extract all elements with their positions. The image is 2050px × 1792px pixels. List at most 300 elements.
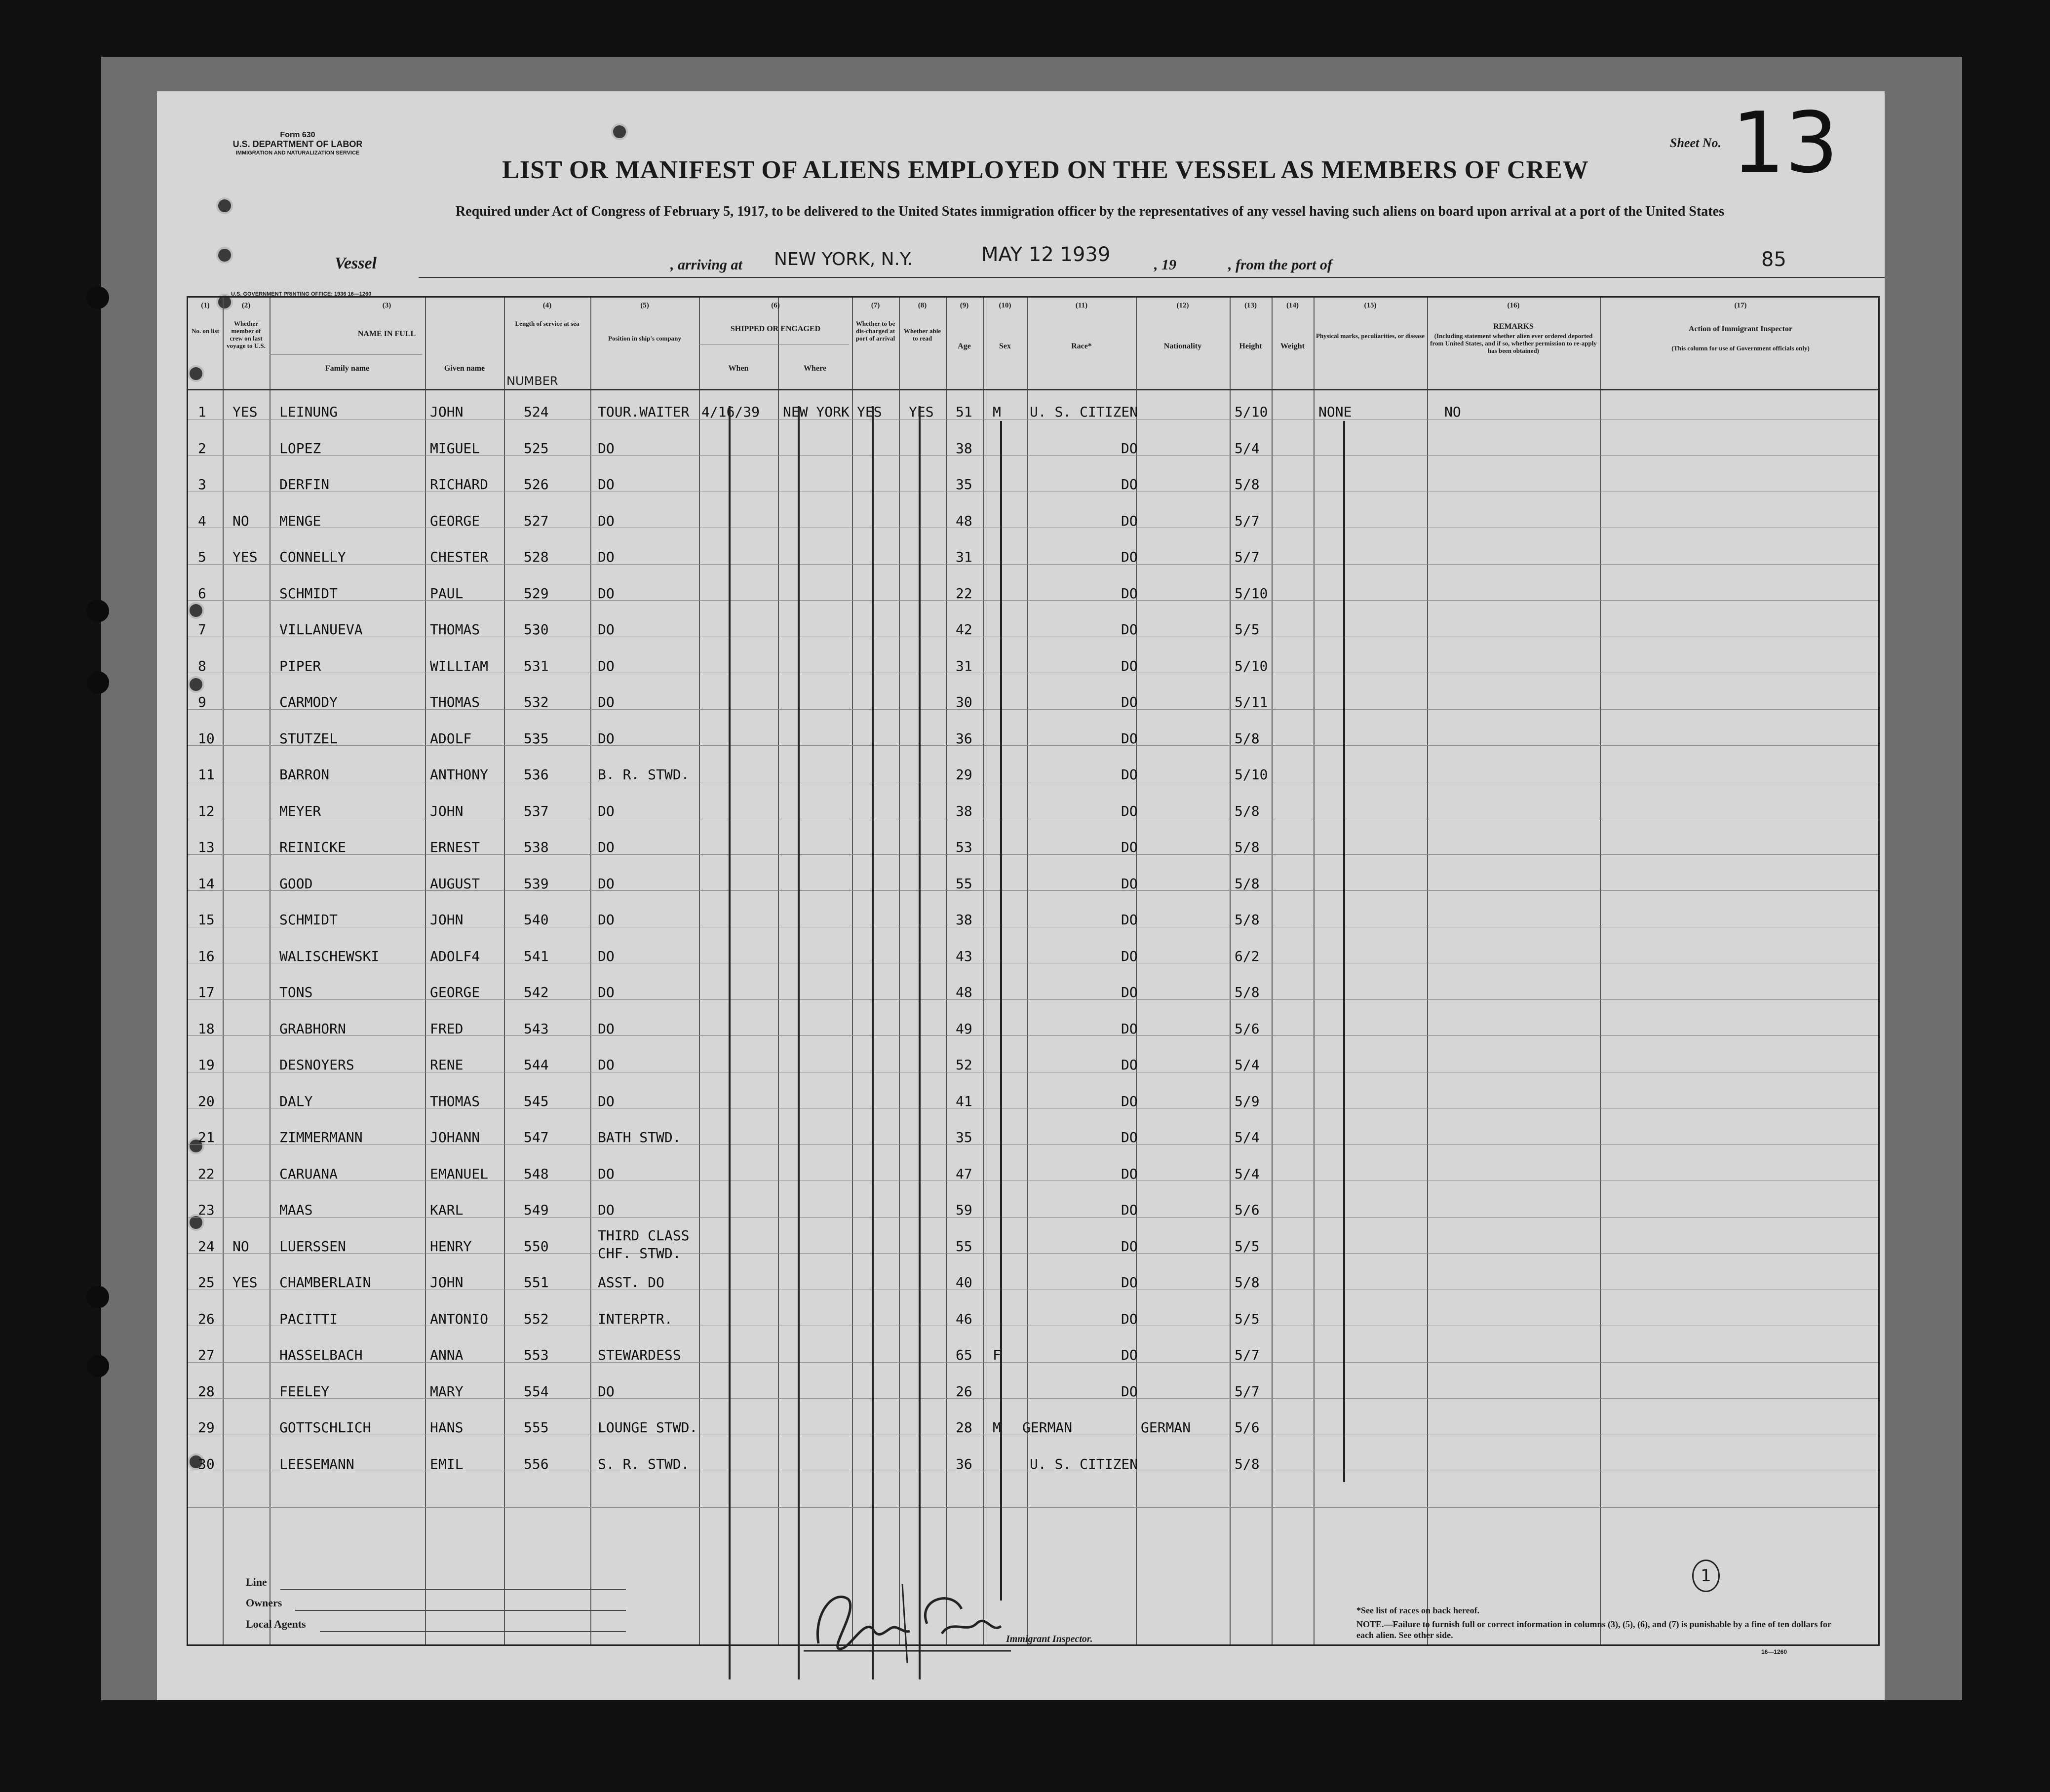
given-name: AUGUST	[430, 875, 480, 892]
nationality: DO	[1121, 912, 1138, 928]
position: DO	[598, 585, 615, 602]
service-number: 526	[524, 476, 549, 493]
given-name: MIGUEL	[430, 440, 480, 457]
given-name: JOHN	[430, 404, 464, 420]
position: ASST. DO	[598, 1274, 664, 1291]
nationality: DO	[1121, 549, 1138, 565]
height: 5/4	[1235, 1165, 1260, 1182]
service-number: 525	[524, 440, 549, 457]
nationality: DO	[1121, 1202, 1138, 1218]
ditto-stroke	[872, 406, 874, 1679]
row-number: 19	[198, 1057, 215, 1073]
column-rule	[852, 298, 853, 1644]
discharged-flag: YES	[857, 404, 882, 420]
service-number: 532	[524, 694, 549, 710]
nationality: DO	[1121, 948, 1138, 964]
owners-fill-line	[295, 1610, 626, 1611]
given-name: FRED	[430, 1020, 464, 1037]
given-name: THOMAS	[430, 1093, 480, 1109]
row-number: 16	[198, 948, 215, 964]
form-line: IMMIGRATION AND NATURALIZATION SERVICE	[235, 150, 360, 156]
subheader-rule	[699, 344, 849, 345]
family-name: CONNELLY	[279, 549, 346, 565]
column-header-no-on-list: No. on list	[192, 327, 219, 335]
service-number: 542	[524, 984, 549, 1000]
column-rule	[1027, 298, 1028, 1644]
family-name: LEINUNG	[279, 404, 338, 420]
age: 52	[956, 1057, 972, 1073]
service-number: 531	[524, 657, 549, 674]
given-name: ANNA	[430, 1347, 464, 1363]
row-number: 13	[198, 839, 215, 855]
family-name: HASSELBACH	[279, 1347, 363, 1363]
nationality: DO	[1121, 1129, 1138, 1145]
form-line: U.S. DEPARTMENT OF LABOR	[232, 139, 363, 149]
nationality: DO	[1121, 1383, 1138, 1400]
given-name: GEORGE	[430, 512, 480, 529]
given-name: THOMAS	[430, 621, 480, 638]
age: 26	[956, 1383, 972, 1400]
nationality: GERMAN	[1141, 1419, 1191, 1436]
crew-last-voyage: NO	[232, 512, 249, 529]
row-number: 30	[198, 1455, 215, 1472]
nationality: DO	[1121, 621, 1138, 638]
given-name: JOHN	[430, 912, 464, 928]
inspector-signature	[804, 1569, 1011, 1668]
column-header-age: Age	[958, 342, 971, 350]
age: 38	[956, 440, 972, 457]
subheader-rule	[270, 354, 422, 355]
grommet-icon	[216, 247, 233, 264]
nationality: DO	[1121, 1310, 1138, 1327]
nationality: DO	[1121, 1057, 1138, 1073]
column-rule	[899, 298, 900, 1644]
column-header-nationality: Nationality	[1163, 342, 1202, 350]
family-name: GOOD	[279, 875, 313, 892]
position: DO	[598, 1202, 615, 1218]
service-number: 549	[524, 1202, 549, 1218]
height: 5/11	[1235, 694, 1268, 710]
service-number: 536	[524, 766, 549, 783]
column-number: (2)	[241, 302, 251, 309]
family-name: WALISCHEWSKI	[279, 948, 380, 964]
position: DO	[598, 1093, 615, 1109]
age: 40	[956, 1274, 972, 1291]
column-number: (11)	[1075, 302, 1088, 309]
height: 5/7	[1235, 1347, 1260, 1363]
service-number: 544	[524, 1057, 549, 1073]
ditto-stroke	[729, 406, 731, 1679]
column-rule	[1230, 298, 1231, 1644]
column-header-action-sub: (This column for use of Government officials only)	[1671, 344, 1810, 352]
given-name: JOHANN	[430, 1129, 480, 1145]
column-header-discharged: Whether to be dis-charged at port of arrival	[855, 320, 895, 342]
family-name: SCHMIDT	[279, 585, 338, 602]
age: 30	[956, 694, 972, 710]
service-number: 527	[524, 512, 549, 529]
given-name: MARY	[430, 1383, 464, 1400]
vessel-label: Vessel	[335, 254, 377, 272]
page-number: 85	[1761, 248, 1786, 271]
column-number: (10)	[999, 302, 1011, 309]
nationality: DO	[1121, 1347, 1138, 1363]
height: 5/6	[1235, 1202, 1260, 1218]
position: DO	[598, 657, 615, 674]
height: 5/8	[1235, 875, 1260, 892]
position: DO	[598, 440, 615, 457]
height: 5/4	[1235, 1057, 1260, 1073]
age: 41	[956, 1093, 972, 1109]
nationality: DO	[1121, 1274, 1138, 1291]
family-name: DERFIN	[279, 476, 330, 493]
given-name: JOHN	[430, 1274, 464, 1291]
row-number: 22	[198, 1165, 215, 1182]
height: 5/10	[1235, 585, 1268, 602]
age: 59	[956, 1202, 972, 1218]
column-number: (5)	[640, 302, 649, 309]
row-number: 20	[198, 1093, 215, 1109]
age: 38	[956, 912, 972, 928]
number-stamp: NUMBER	[506, 374, 558, 388]
nationality: DO	[1121, 440, 1138, 457]
sheet-label: Sheet No.	[1670, 136, 1721, 150]
position: DO	[598, 802, 615, 819]
column-rule	[1600, 298, 1601, 1644]
circled-annotation: 1	[1692, 1560, 1720, 1592]
service-number: 540	[524, 912, 549, 928]
given-name: PAUL	[430, 585, 464, 602]
position: STEWARDESS	[598, 1347, 681, 1363]
crew-last-voyage: YES	[232, 404, 258, 420]
height: 5/5	[1235, 1238, 1260, 1255]
column-rule	[699, 298, 700, 1644]
position: DO	[598, 839, 615, 855]
service-number: 551	[524, 1274, 549, 1291]
family-name: GOTTSCHLICH	[279, 1419, 371, 1436]
given-name: EMANUEL	[430, 1165, 489, 1182]
age: 46	[956, 1310, 972, 1327]
nationality: DO	[1121, 984, 1138, 1000]
nationality: DO	[1121, 476, 1138, 493]
races-note: *See list of races on back hereof.	[1356, 1605, 1480, 1615]
remarks: NO	[1444, 404, 1461, 420]
column-rule	[1314, 298, 1315, 1644]
crew-last-voyage: NO	[232, 1238, 249, 1255]
shipped-where: NEW YORK	[783, 404, 850, 420]
height: 5/8	[1235, 984, 1260, 1000]
column-rule	[223, 298, 224, 1644]
family-name: ZIMMERMANN	[279, 1129, 363, 1145]
inspector-label: Immigrant Inspector.	[1006, 1634, 1093, 1644]
family-name: MENGE	[279, 512, 321, 529]
position: TOUR.WAITER	[598, 404, 690, 420]
position: DO	[598, 730, 615, 747]
service-number: 547	[524, 1129, 549, 1145]
column-number: (15)	[1364, 302, 1377, 309]
row-number: 3	[198, 476, 206, 493]
nationality: DO	[1121, 585, 1138, 602]
family-name: LOPEZ	[279, 440, 321, 457]
binder-hole	[86, 671, 109, 694]
form-line: Form 630	[280, 131, 315, 139]
age: 47	[956, 1165, 972, 1182]
age: 55	[956, 1238, 972, 1255]
column-header-remarks-sub: (Including statement whether alien ever ordered deported from United States, and if so, whether permission to re-apply has been obtained)	[1430, 332, 1597, 354]
crew-table	[187, 296, 1880, 1646]
row-number: 8	[198, 657, 206, 674]
height: 5/4	[1235, 440, 1260, 457]
position: DO	[598, 948, 615, 964]
height: 5/6	[1235, 1020, 1260, 1037]
height: 5/10	[1235, 404, 1268, 420]
family-name: REINICKE	[279, 839, 346, 855]
height: 5/8	[1235, 1274, 1260, 1291]
family-name: CHAMBERLAIN	[279, 1274, 371, 1291]
printer-line: U.S. GOVERNMENT PRINTING OFFICE: 1936 16—1260	[231, 291, 372, 297]
family-name: VILLANUEVA	[279, 621, 363, 638]
given-name: ANTHONY	[430, 766, 489, 783]
line-label: Line	[246, 1576, 267, 1588]
ditto-stroke	[1343, 421, 1345, 1482]
sex: F	[993, 1347, 1001, 1363]
column-rule	[590, 298, 591, 1644]
service-number: 556	[524, 1455, 549, 1472]
vessel-fill-line	[419, 277, 1885, 278]
row-number: 25	[198, 1274, 215, 1291]
height: 5/5	[1235, 621, 1260, 638]
race: U. S. CITIZEN	[1030, 1455, 1138, 1472]
row-number: 12	[198, 802, 215, 819]
column-number: (13)	[1244, 302, 1257, 309]
crew-last-voyage: YES	[232, 1274, 258, 1291]
column-number: (14)	[1286, 302, 1299, 309]
row-number: 10	[198, 730, 215, 747]
column-header-height: Height	[1239, 342, 1262, 350]
binder-hole	[86, 1286, 109, 1308]
age: 22	[956, 585, 972, 602]
arriving-label: , arriving at	[670, 257, 742, 273]
position: DO	[598, 984, 615, 1000]
nationality: DO	[1121, 1020, 1138, 1037]
position: DO	[598, 694, 615, 710]
age: 29	[956, 766, 972, 783]
service-number: 528	[524, 549, 549, 565]
family-name: LEESEMANN	[279, 1455, 354, 1472]
column-header-length-service: Length of service at sea	[515, 320, 580, 327]
position: DO	[598, 621, 615, 638]
age: 53	[956, 839, 972, 855]
column-number: (17)	[1734, 302, 1747, 309]
service-number: 541	[524, 948, 549, 964]
nationality: DO	[1121, 875, 1138, 892]
nationality: DO	[1121, 802, 1138, 819]
height: 5/7	[1235, 549, 1260, 565]
age: 31	[956, 549, 972, 565]
age: 43	[956, 948, 972, 964]
sex: M	[993, 1419, 1001, 1436]
given-name: ERNEST	[430, 839, 480, 855]
age: 38	[956, 802, 972, 819]
age: 35	[956, 1129, 972, 1145]
position: DO	[598, 1020, 615, 1037]
age: 51	[956, 404, 972, 420]
row-number: 6	[198, 585, 206, 602]
column-header-where: Where	[804, 364, 826, 373]
height: 5/8	[1235, 1455, 1260, 1472]
from-port-label: , from the port of	[1228, 257, 1332, 273]
position: S. R. STWD.	[598, 1455, 690, 1472]
column-number: (1)	[201, 302, 210, 309]
column-number: (6)	[771, 302, 780, 309]
row-number: 21	[198, 1129, 215, 1145]
column-number: (3)	[382, 302, 391, 309]
owners-label: Owners	[246, 1597, 282, 1609]
given-name: ADOLF4	[430, 948, 480, 964]
nationality: DO	[1121, 730, 1138, 747]
row-number: 29	[198, 1419, 215, 1436]
position-line2: CHF. STWD.	[598, 1245, 681, 1261]
race: U. S. CITIZEN	[1030, 404, 1138, 420]
row-number: 1	[198, 404, 206, 420]
column-header-remarks: REMARKS	[1493, 322, 1534, 331]
service-number: 524	[524, 404, 549, 420]
sex: M	[993, 404, 1001, 420]
family-name: SCHMIDT	[279, 912, 338, 928]
column-rule	[1136, 298, 1137, 1644]
column-number: (7)	[871, 302, 880, 309]
height: 5/6	[1235, 1419, 1260, 1436]
height: 5/10	[1235, 766, 1268, 783]
family-name: BARRON	[279, 766, 330, 783]
position: DO	[598, 1165, 615, 1182]
given-name: EMIL	[430, 1455, 464, 1472]
family-name: MEYER	[279, 802, 321, 819]
column-rule	[504, 298, 505, 1644]
arrival-port: NEW YORK, N.Y.	[774, 249, 913, 269]
column-header-action: Action of Immigrant Inspector	[1688, 325, 1793, 333]
given-name: JOHN	[430, 802, 464, 819]
column-rule	[946, 298, 947, 1644]
service-number: 539	[524, 875, 549, 892]
row-number: 7	[198, 621, 206, 638]
age: 36	[956, 730, 972, 747]
agents-fill-line	[320, 1631, 626, 1632]
nationality: DO	[1121, 1093, 1138, 1109]
row-number: 28	[198, 1383, 215, 1400]
height: 5/10	[1235, 657, 1268, 674]
column-header-physical: Physical marks, peculiarities, or disease	[1315, 332, 1425, 340]
ditto-stroke	[919, 406, 921, 1679]
height: 5/8	[1235, 912, 1260, 928]
column-rule	[778, 298, 779, 1644]
able-to-read: YES	[909, 404, 934, 420]
nationality: DO	[1121, 839, 1138, 855]
given-name: GEORGE	[430, 984, 480, 1000]
age: 65	[956, 1347, 972, 1363]
family-name: PIPER	[279, 657, 321, 674]
age: 36	[956, 1455, 972, 1472]
line-fill-line	[280, 1589, 626, 1590]
column-header-able-read: Whether able to read	[903, 327, 941, 342]
height: 5/8	[1235, 802, 1260, 819]
given-name: RICHARD	[430, 476, 489, 493]
sheet-number: 13	[1732, 94, 1839, 192]
height: 5/8	[1235, 476, 1260, 493]
given-name: RENE	[430, 1057, 464, 1073]
column-rule	[1427, 298, 1428, 1644]
position: DO	[598, 512, 615, 529]
age: 48	[956, 512, 972, 529]
column-header-weight: Weight	[1280, 342, 1305, 350]
service-number: 530	[524, 621, 549, 638]
crew-last-voyage: YES	[232, 549, 258, 565]
service-number: 553	[524, 1347, 549, 1363]
row-number: 14	[198, 875, 215, 892]
column-header-position: Position in ship's company	[608, 335, 681, 342]
service-number: 529	[524, 585, 549, 602]
family-name: CARUANA	[279, 1165, 338, 1182]
row-number: 2	[198, 440, 206, 457]
service-number: 555	[524, 1419, 549, 1436]
position: B. R. STWD.	[598, 766, 690, 783]
family-name: PACITTI	[279, 1310, 338, 1327]
nationality: DO	[1121, 766, 1138, 783]
family-name: MAAS	[279, 1202, 313, 1218]
row-number: 11	[198, 766, 215, 783]
year-label: , 19	[1154, 257, 1176, 273]
service-number: 538	[524, 839, 549, 855]
height: 5/8	[1235, 839, 1260, 855]
position: DO	[598, 549, 615, 565]
family-name: TONS	[279, 984, 313, 1000]
row-rule	[188, 389, 1878, 390]
height: 5/7	[1235, 1383, 1260, 1400]
row-number: 24	[198, 1238, 215, 1255]
age: 49	[956, 1020, 972, 1037]
service-number: 552	[524, 1310, 549, 1327]
row-number: 27	[198, 1347, 215, 1363]
height: 5/9	[1235, 1093, 1260, 1109]
service-number: 537	[524, 802, 549, 819]
row-number: 9	[198, 694, 206, 710]
position: LOUNGE STWD.	[598, 1419, 698, 1436]
height: 6/2	[1235, 948, 1260, 964]
given-name: CHESTER	[430, 549, 489, 565]
height: 5/8	[1235, 730, 1260, 747]
height: 5/7	[1235, 512, 1260, 529]
row-number: 5	[198, 549, 206, 565]
nationality: DO	[1121, 1238, 1138, 1255]
column-header-race: Race*	[1071, 342, 1092, 350]
position: DO	[598, 1057, 615, 1073]
ditto-stroke	[1000, 421, 1002, 1601]
page-subtitle: Required under Act of Congress of February 5, 1917, to be delivered to the United States immigration officer by the representatives of any vessel having such aliens on board upon arrival at a port of the United States	[456, 204, 1724, 219]
row-number: 23	[198, 1202, 215, 1218]
position: INTERPTR.	[598, 1310, 673, 1327]
grommet-icon	[611, 123, 628, 140]
given-name: ADOLF	[430, 730, 472, 747]
given-name: ANTONIO	[430, 1310, 489, 1327]
penalty-note: NOTE.—Failure to furnish full or correct information in columns (3), (5), (6), and (7) is punishable by a fine of ten dollars for each alien. See other side.	[1356, 1619, 1831, 1640]
binder-hole	[86, 1355, 109, 1377]
age: 35	[956, 476, 972, 493]
column-header-shipped: SHIPPED OR ENGAGED	[730, 325, 821, 333]
position: THIRD CLASS	[598, 1227, 690, 1244]
given-name: HANS	[430, 1419, 464, 1436]
column-header-sex: Sex	[999, 342, 1011, 350]
given-name: HENRY	[430, 1238, 472, 1255]
column-header-whether-crew: Whether member of crew on last voyage to U.S.	[227, 320, 266, 349]
